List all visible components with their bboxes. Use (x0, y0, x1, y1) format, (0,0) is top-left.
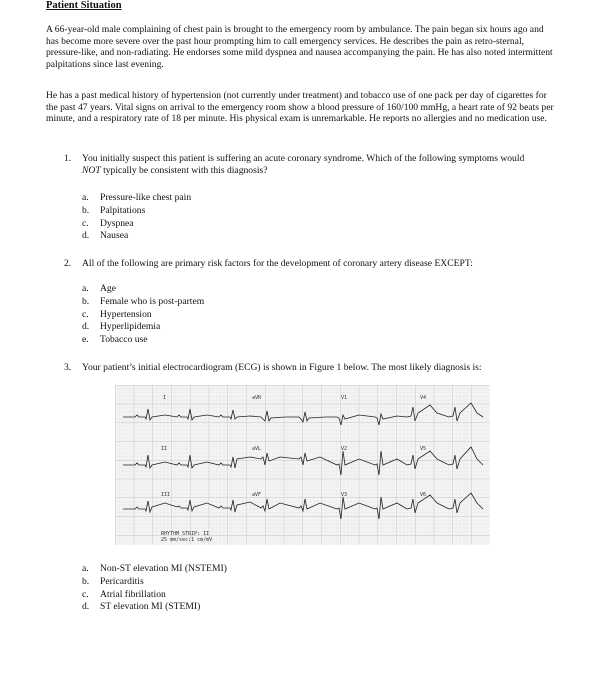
option-letter: b. (82, 295, 90, 307)
lead-label: V5 (420, 446, 427, 452)
lead-label: V6 (420, 492, 427, 498)
lead-label: aVL (252, 446, 262, 452)
answer-option[interactable] (82, 230, 191, 243)
question-text: Your patient’s initial electrocardiogram (ECG) is shown in Figure 1 below. The most likely diagnosis is: (82, 362, 482, 373)
lead-label: V2 (341, 446, 348, 452)
option-text: Non-ST elevation MI (NSTEMI) (100, 563, 227, 574)
option-text: Pressure-like chest pain (100, 192, 192, 203)
option-letter: b. (82, 204, 90, 216)
answer-option[interactable] (82, 576, 227, 589)
answer-option[interactable] (82, 309, 204, 322)
rhythm-strip-speed: 25 mm/sec;1 cm/mV (161, 537, 213, 543)
lead-label: V3 (341, 492, 348, 498)
question-number: 1. (64, 153, 72, 164)
option-letter: e. (82, 334, 89, 346)
option-text: Nausea (100, 230, 129, 242)
question-text: All of the following are primary risk factors for the development of coronary artery disease EXCEPT: (82, 258, 473, 269)
section-title: Patient Situation (46, 0, 122, 11)
lead-label: III (161, 492, 171, 498)
answer-option[interactable] (82, 563, 227, 576)
option-letter: c. (82, 308, 89, 320)
lead-label: V4 (420, 395, 427, 401)
answer-option[interactable] (82, 334, 204, 347)
option-text: Hypertension (100, 308, 152, 320)
question-text-part: You initially suspect this patient is suffering an acute coronary syndrome. Which of the following symptoms would (82, 153, 525, 164)
answer-option[interactable] (82, 283, 204, 296)
option-letter: b. (82, 575, 90, 587)
question-text-emphasis: NOT (82, 164, 101, 176)
question-3-options (82, 563, 227, 614)
question-number: 3. (64, 362, 72, 373)
option-text: Female who is post-partem (100, 295, 205, 307)
lead-label: aVR (252, 395, 262, 401)
answer-option[interactable] (82, 218, 191, 231)
question-text (82, 153, 542, 176)
question-number: 2. (64, 258, 72, 269)
option-letter: c. (82, 588, 89, 600)
option-text: ST elevation MI (STEMI) (100, 601, 201, 613)
rhythm-strip-label: RHYTHM STRIP: II (161, 531, 210, 537)
answer-option[interactable] (82, 205, 191, 218)
answer-option[interactable] (82, 296, 204, 309)
lead-label: I (163, 395, 167, 401)
ecg-figure (115, 385, 490, 545)
option-text: Hyperlipidemia (100, 321, 161, 333)
option-letter: d. (82, 601, 90, 613)
answer-option[interactable] (82, 192, 191, 205)
option-letter: d. (82, 321, 90, 333)
option-text: Age (100, 283, 116, 294)
case-paragraph-1: A 66-year-old male complaining of chest pain is brought to the emergency room by ambulance. The pain began six hours ago and has become more severe over the past hour prompting him to call emergency services. He describes the pain as retro-sternal, pressure-like, and non-radiating. He endorses some mild dyspnea and nausea accompanying the pain. He has also noted intermittent palpitations since last evening. (46, 24, 553, 70)
answer-option[interactable] (82, 589, 227, 602)
option-letter: a. (82, 283, 89, 294)
question-2-options (82, 283, 204, 347)
lead-label: V1 (341, 395, 348, 401)
option-letter: a. (82, 192, 89, 203)
question-1-options (82, 192, 191, 243)
option-text: Palpitations (100, 204, 146, 216)
answer-option[interactable] (82, 321, 204, 334)
case-paragraph-2: He has a past medical history of hypertension (not currently under treatment) and tobacco use of one pack per day of cigarettes for the past 47 years. Vital signs on arrival to the emergency room show a blood pressure of 160/100 mmHg, a heart rate of 92 beats per minute, and a respiratory rate of 18 per minute. His physical exam is unremarkable. He reports no allergies and no medication use. (46, 90, 554, 124)
option-letter: d. (82, 230, 90, 242)
lead-label: aVF (252, 492, 262, 498)
answer-option[interactable] (82, 601, 227, 614)
option-text: Dyspnea (100, 217, 134, 229)
option-text: Tobacco use (100, 334, 148, 346)
question-text-part: typically be consistent with this diagnosis? (100, 164, 268, 176)
option-letter: a. (82, 563, 89, 574)
option-text: Atrial fibrillation (100, 588, 166, 600)
option-letter: c. (82, 217, 89, 229)
option-text: Pericarditis (100, 575, 144, 587)
lead-label: II (161, 446, 168, 452)
